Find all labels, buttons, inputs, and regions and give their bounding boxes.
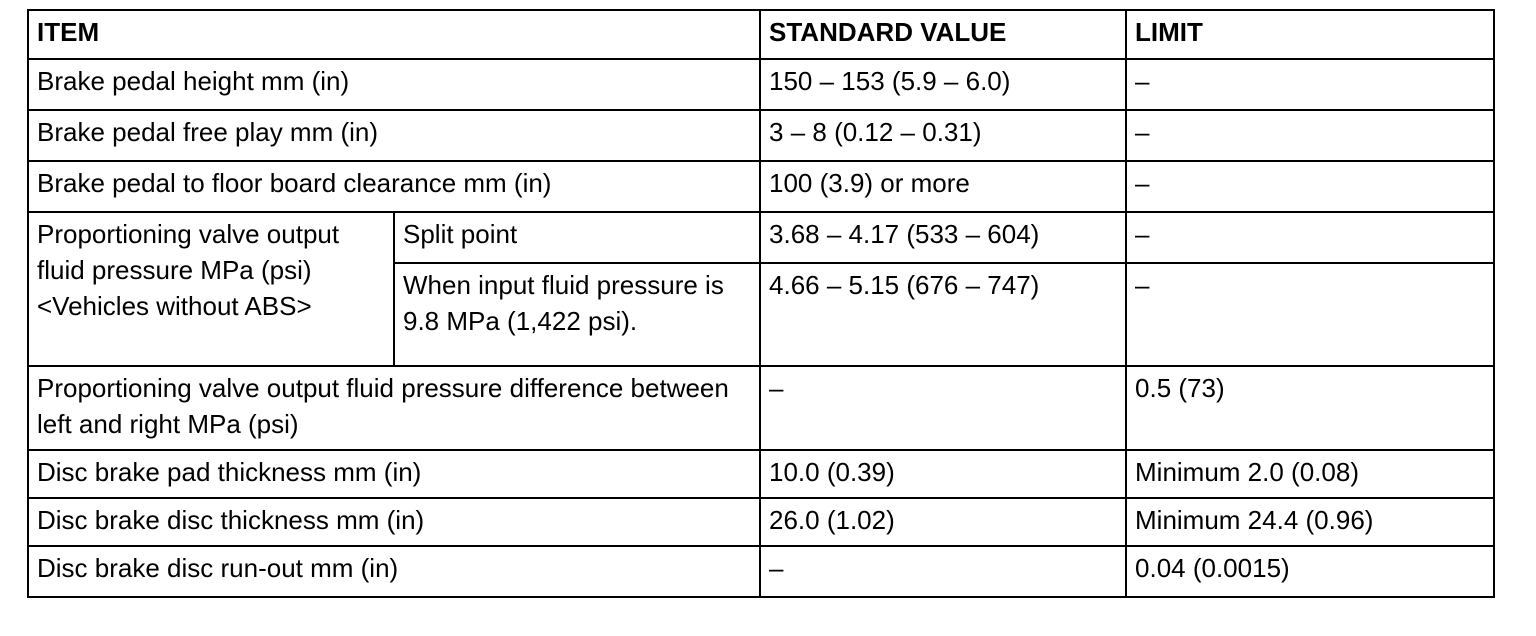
specification-table (27, 9, 1495, 598)
item-cell: Proportioning valve output fluid pressure difference between left and right MPa (psi) (28, 366, 760, 450)
limit-cell: Minimum 24.4 (0.96) (1126, 498, 1494, 546)
item-cell: Disc brake disc thickness mm (in) (28, 498, 760, 546)
item-cell: Brake pedal height mm (in) (28, 59, 760, 110)
table-header-row (28, 10, 1494, 59)
header-standard-value: STANDARD VALUE (760, 10, 1126, 59)
standard-value-cell: 100 (3.9) or more (760, 161, 1126, 212)
item-cell: Disc brake pad thickness mm (in) (28, 450, 760, 498)
limit-cell: 0.04 (0.0015) (1126, 546, 1494, 597)
standard-value-cell: 3.68 – 4.17 (533 – 604) (760, 212, 1126, 263)
standard-value-cell: 26.0 (1.02) (760, 498, 1126, 546)
standard-value-cell: 4.66 – 5.15 (676 – 747) (760, 263, 1126, 366)
limit-cell: – (1126, 263, 1494, 366)
standard-value-cell: – (760, 546, 1126, 597)
table-row (28, 59, 1494, 110)
limit-cell: – (1126, 161, 1494, 212)
standard-value-cell: – (760, 366, 1126, 450)
item-cell: Disc brake disc run-out mm (in) (28, 546, 760, 597)
header-limit: LIMIT (1126, 10, 1494, 59)
table-row (28, 212, 1494, 263)
item-cell: Proportioning valve output fluid pressure MPa (psi) <Vehicles without ABS> (28, 212, 394, 366)
limit-cell: – (1126, 212, 1494, 263)
limit-cell: – (1126, 59, 1494, 110)
table-row (28, 546, 1494, 597)
standard-value-cell: 10.0 (0.39) (760, 450, 1126, 498)
item-cell: Brake pedal free play mm (in) (28, 110, 760, 161)
standard-value-cell: 150 – 153 (5.9 – 6.0) (760, 59, 1126, 110)
condition-cell: Split point (394, 212, 760, 263)
table-row (28, 450, 1494, 498)
standard-value-cell: 3 – 8 (0.12 – 0.31) (760, 110, 1126, 161)
table-row (28, 366, 1494, 450)
table-row (28, 161, 1494, 212)
header-item: ITEM (28, 10, 760, 59)
limit-cell: Minimum 2.0 (0.08) (1126, 450, 1494, 498)
table-row (28, 110, 1494, 161)
item-cell: Brake pedal to floor board clearance mm (in) (28, 161, 760, 212)
limit-cell: – (1126, 110, 1494, 161)
condition-cell: When input fluid pressure is 9.8 MPa (1,422 psi). (394, 263, 760, 366)
limit-cell: 0.5 (73) (1126, 366, 1494, 450)
table-row (28, 498, 1494, 546)
